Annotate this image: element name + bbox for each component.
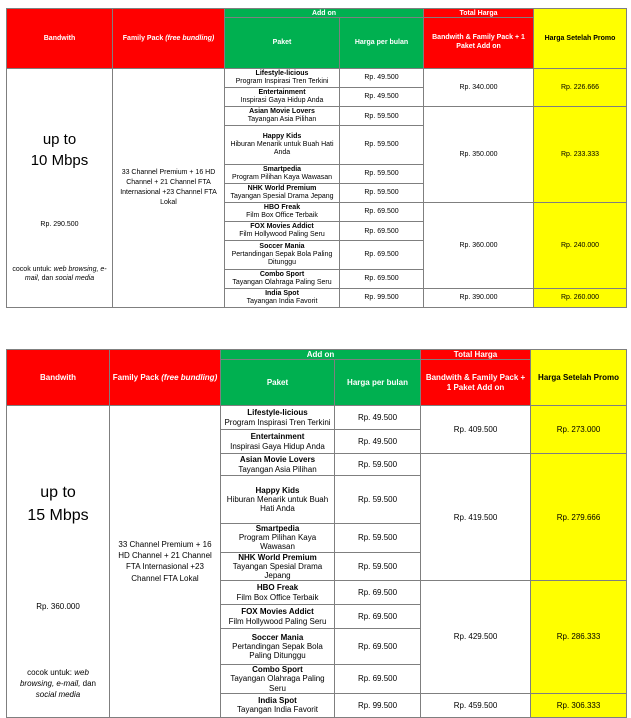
header-harga-promo: Harga Setelah Promo: [534, 9, 627, 69]
pricing-table-10mbps: [6, 8, 627, 308]
pack-cell: HBO Freak Film Box Office Terbaik: [225, 202, 340, 221]
total-price: Rp. 459.500: [421, 693, 531, 717]
suitability-note: cocok untuk: web browsing, e-mail, dan social media: [12, 265, 107, 283]
total-price: Rp. 340.000: [424, 68, 534, 106]
header-paket: Paket: [221, 360, 335, 406]
pack-price: Rp. 69.500: [335, 629, 421, 665]
promo-price: Rp. 226.666: [534, 68, 627, 106]
header-paket: Paket: [225, 18, 340, 69]
pack-cell: Lifestyle-licious Program Inspirasi Tren Terkini: [221, 406, 335, 430]
pack-cell: Asian Movie Lovers Tayangan Asia Pilihan: [221, 454, 335, 476]
promo-price: Rp. 286.333: [531, 581, 627, 694]
pack-cell: FOX Movies Addict Film Hollywood Paling Seru: [225, 222, 340, 241]
pack-price: Rp. 99.500: [335, 693, 421, 717]
pack-price: Rp. 99.500: [340, 288, 424, 307]
family-pack-cell: 33 Channel Premium + 16 HD Channel + 21 Channel FTA Internasional +23 Channel FTA Lokal: [110, 406, 221, 718]
pack-cell: Entertainment Inspirasi Gaya Hidup Anda: [225, 87, 340, 106]
pack-cell: Happy Kids Hiburan Menarik untuk Buah Hati Anda: [225, 126, 340, 164]
pack-cell: India Spot Tayangan India Favorit: [225, 288, 340, 307]
speed-line1: up to: [40, 484, 76, 501]
pack-price: Rp. 69.500: [340, 269, 424, 288]
pack-price: Rp. 59.500: [340, 106, 424, 125]
pack-cell: NHK World Premium Tayangan Spesial Drama Jepang: [221, 552, 335, 581]
pack-cell: Soccer Mania Pertandingan Sepak Bola Paling Ditunggu: [221, 629, 335, 665]
pricing-table-15mbps: [6, 349, 627, 718]
promo-price: Rp. 260.000: [534, 288, 627, 307]
header-bandwidth-family: Bandwith & Family Pack + 1 Paket Add on: [421, 360, 531, 406]
header-bandwidth: Bandwith: [7, 350, 110, 406]
pack-price: Rp. 59.500: [340, 164, 424, 183]
suitability-note: cocok untuk: web browsing, e-mail, dan social media: [19, 668, 97, 699]
header-family-pack: Family Pack (free bundling): [110, 350, 221, 406]
speed-line1: up to: [42, 130, 77, 148]
pack-price: Rp. 69.500: [340, 241, 424, 269]
pack-price: Rp. 49.500: [340, 68, 424, 87]
total-price: Rp. 419.500: [421, 454, 531, 581]
total-price: Rp. 390.000: [424, 288, 534, 307]
pack-price: Rp. 49.500: [340, 87, 424, 106]
header-add-on: Add on: [225, 9, 424, 18]
bandwidth-cell: [7, 406, 110, 718]
header-add-on: Add on: [221, 350, 421, 360]
pack-cell: Combo Sport Tayangan Olahraga Paling Seru: [225, 269, 340, 288]
pack-cell: HBO Freak Film Box Office Terbaik: [221, 581, 335, 605]
promo-price: Rp. 240.000: [534, 202, 627, 288]
header-total-harga: Total Harga: [424, 9, 534, 18]
pack-cell: FOX Movies Addict Film Hollywood Paling Seru: [221, 605, 335, 629]
pack-cell: Lifestyle-licious Program Inspirasi Tren Terkini: [225, 68, 340, 87]
pack-price: Rp. 59.500: [340, 126, 424, 164]
header-bandwidth: Bandwith: [7, 9, 113, 69]
header-harga-promo: Harga Setelah Promo: [531, 350, 627, 406]
family-pack-cell: 33 Channel Premium + 16 HD Channel + 21 Channel FTA Internasional +23 Channel FTA Lokal: [113, 68, 225, 307]
header-family-pack: Family Pack (free bundling): [113, 9, 225, 69]
header-bandwidth-family: Bandwith & Family Pack + 1 Paket Add on: [424, 18, 534, 69]
promo-price: Rp. 279.666: [531, 454, 627, 581]
pack-cell: Soccer Mania Pertandingan Sepak Bola Paling Ditunggu: [225, 241, 340, 269]
bandwidth-cell: [7, 68, 113, 307]
pack-cell: Smartpedia Program Pilihan Kaya Wawasan: [225, 164, 340, 183]
promo-price: Rp. 233.333: [534, 106, 627, 202]
pack-cell: Combo Sport Tayangan Olahraga Paling Seru: [221, 665, 335, 694]
pack-price: Rp. 49.500: [335, 430, 421, 454]
pack-price: Rp. 69.500: [335, 605, 421, 629]
pack-price: Rp. 69.500: [335, 665, 421, 694]
pack-price: Rp. 69.500: [340, 202, 424, 221]
promo-price: Rp. 273.000: [531, 406, 627, 454]
header-harga-per-bulan: Harga per bulan: [340, 18, 424, 69]
total-price: Rp. 429.500: [421, 581, 531, 694]
bandwidth-price: Rp. 290.500: [40, 220, 79, 228]
pack-cell: Entertainment Inspirasi Gaya Hidup Anda: [221, 430, 335, 454]
pack-cell: Smartpedia Program Pilihan Kaya Wawasan: [221, 524, 335, 553]
pack-cell: Happy Kids Hiburan Menarik untuk Buah Hati Anda: [221, 476, 335, 524]
pack-price: Rp. 59.500: [335, 552, 421, 581]
pack-cell: NHK World Premium Tayangan Spesial Drama Jepang: [225, 183, 340, 202]
pack-price: Rp. 59.500: [340, 183, 424, 202]
total-price: Rp. 360.000: [424, 202, 534, 288]
speed-line2: 15 Mbps: [27, 507, 89, 525]
promo-price: Rp. 306.333: [531, 693, 627, 717]
pack-price: Rp. 49.500: [335, 406, 421, 430]
pack-price: Rp. 69.500: [340, 222, 424, 241]
total-price: Rp. 409.500: [421, 406, 531, 454]
header-total-harga: Total Harga: [421, 350, 531, 360]
bandwidth-price: Rp. 360.000: [36, 602, 80, 611]
total-price: Rp. 350.000: [424, 106, 534, 202]
speed-line2: 10 Mbps: [30, 152, 89, 170]
header-harga-per-bulan: Harga per bulan: [335, 360, 421, 406]
pack-price: Rp. 59.500: [335, 524, 421, 553]
pack-price: Rp. 69.500: [335, 581, 421, 605]
pack-price: Rp. 59.500: [335, 476, 421, 524]
pack-price: Rp. 59.500: [335, 454, 421, 476]
pack-cell: Asian Movie Lovers Tayangan Asia Pilihan: [225, 106, 340, 125]
pack-cell: India Spot Tayangan India Favorit: [221, 693, 335, 717]
